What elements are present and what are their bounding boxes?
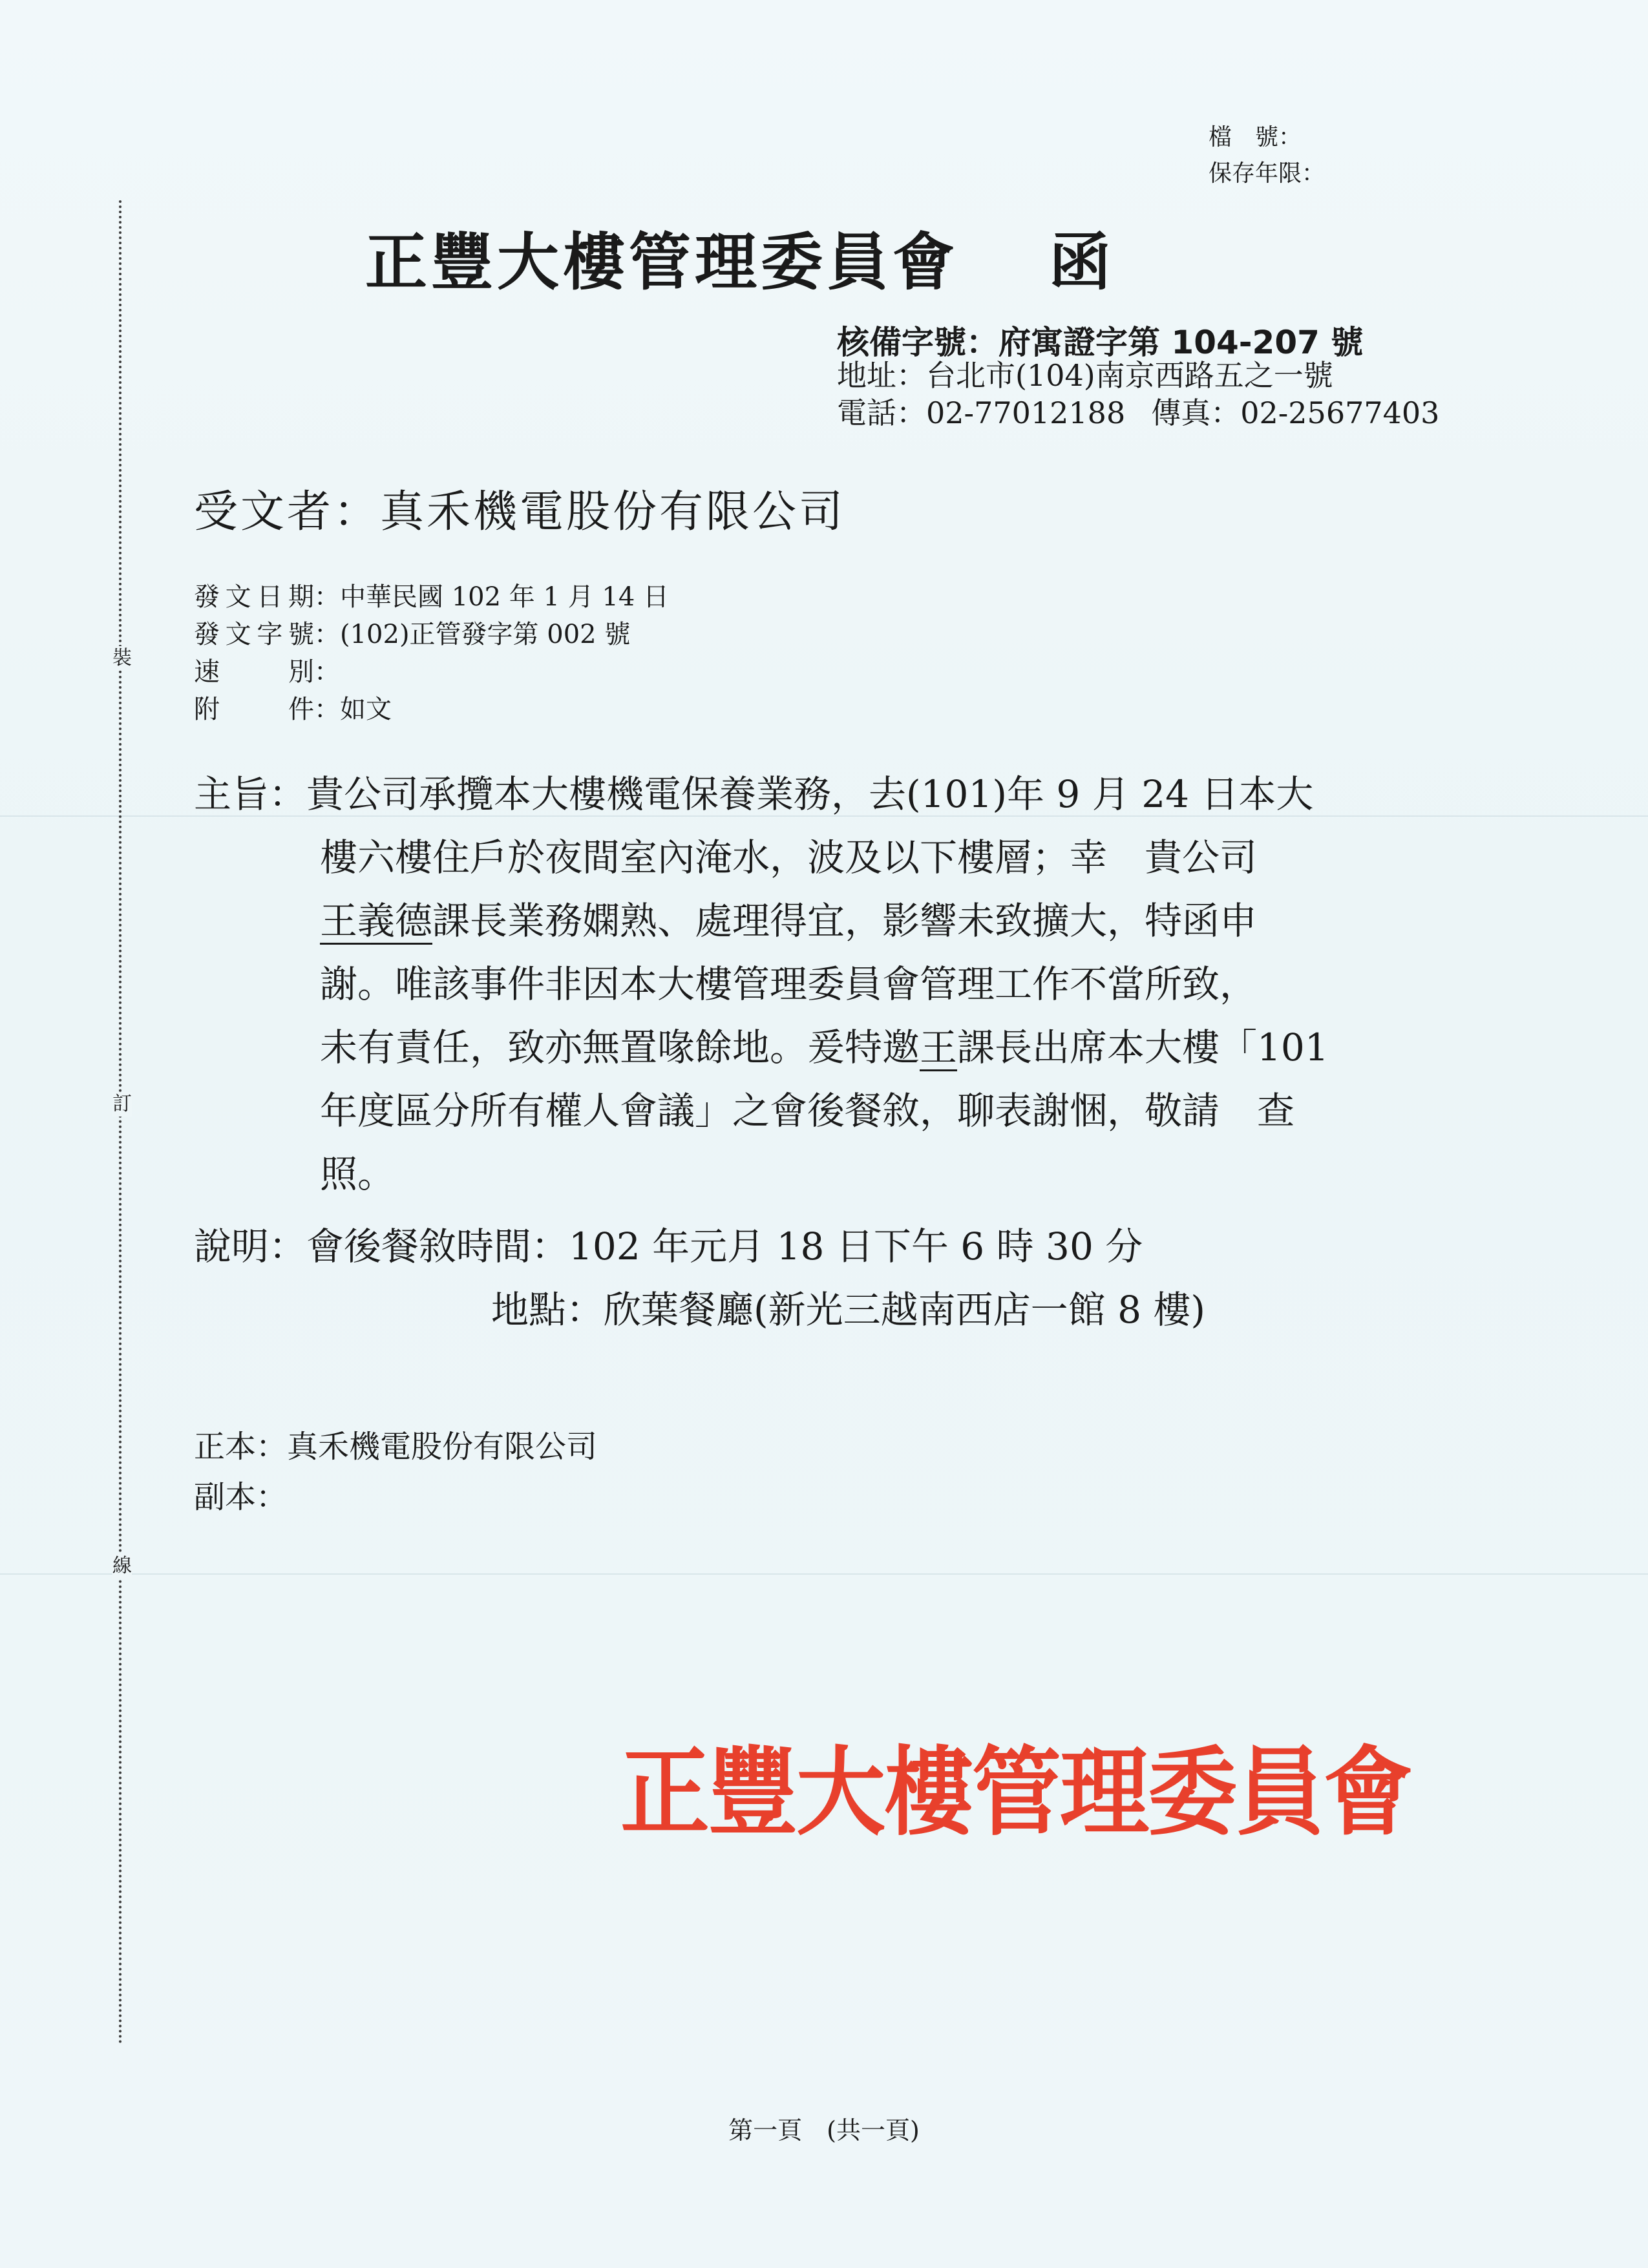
contact-block: [837, 357, 1439, 432]
issue-date-label: 發文日期: [194, 582, 314, 612]
dinner-time: 會後餐敘時間：102 年元月 18 日下午 6 時 30 分: [306, 1224, 1143, 1268]
attachment-label: 附件: [194, 695, 314, 724]
org-name: 正豐大樓管理委員會: [365, 226, 958, 299]
subject-line-3: 王義德課長業務嫻熟、處理得宜，影響未致擴大，特函申: [194, 889, 1329, 952]
doc-kind: 函: [1049, 226, 1115, 299]
recipient: 受文者：真禾機電股份有限公司: [194, 487, 846, 538]
subject-section: [194, 762, 1329, 1206]
explanation-time-line: [194, 1215, 1205, 1278]
explanation-label: 說明：: [194, 1224, 307, 1268]
attachment-row: [194, 691, 669, 728]
subject-line-5: 未有責任，致亦無置喙餘地。爰特邀王課長出席本大樓「101: [194, 1016, 1329, 1079]
binding-mark-zhuang: 裝: [112, 647, 132, 669]
reference-label: 發文字號: [194, 620, 314, 649]
page-number: 第一頁 (共一頁): [728, 2116, 920, 2145]
subject-line-6: 年度區分所有權人會議」之會後餐敘，聊表謝悃，敬請 查: [320, 1089, 1295, 1133]
speed-row: [194, 653, 669, 691]
file-info: [1209, 120, 1325, 192]
fax: 傳真：02-25677403: [1151, 395, 1440, 430]
file-number-label: 檔 號：: [1209, 124, 1302, 151]
binding-mark-ding: 訂: [112, 1093, 132, 1115]
registration-number: 核備字號：府寓證字第 104-207 號: [837, 324, 1364, 361]
duplicate-copy: 副本：: [194, 1479, 288, 1515]
issue-date-row: [194, 578, 669, 616]
fold-crease: [0, 1573, 1648, 1575]
reference-row: [194, 616, 669, 653]
subject-label: 主旨：: [194, 772, 307, 816]
subject-line-2: 樓六樓住戶於夜間室內淹水，波及以下樓層；幸 貴公司: [320, 835, 1258, 879]
subject-line-1: 主旨：貴公司承攬本大樓機電保養業務，去(101)年 9 月 24 日本大: [194, 772, 1314, 816]
speed-value: ：: [314, 657, 340, 687]
person-name: 王義德: [320, 899, 432, 945]
binding-mark-xian: 線: [112, 1555, 132, 1577]
address: 地址：台北市(104)南京西路五之一號: [837, 358, 1333, 393]
original-copy: 正本：真禾機電股份有限公司: [194, 1429, 598, 1465]
attachment-value: ：如文: [314, 695, 392, 724]
dinner-location: 地點：欣葉餐廳(新光三越南西店一館 8 樓): [491, 1288, 1206, 1332]
binding-dotted-line: [119, 200, 121, 2045]
red-seal-stamp: 正豐大樓管理委員會: [620, 1735, 1412, 1849]
copies-section: [194, 1422, 597, 1522]
retention-label: 保存年限：: [1209, 160, 1326, 187]
document-title: [365, 213, 1115, 302]
reference-value: ：(102)正管發字第 002 號: [314, 620, 631, 649]
subject-line-4: 謝。唯該事件非因本大樓管理委員會管理工作不當所致，: [320, 962, 1258, 1006]
issue-date-value: ：中華民國 102 年 1 月 14 日: [314, 582, 669, 612]
person-surname: 王: [920, 1025, 957, 1071]
phone: 電話：02-77012188: [837, 395, 1126, 430]
document-meta: [194, 578, 669, 728]
explanation-section: [194, 1215, 1205, 1341]
subject-line-7: 照。: [320, 1152, 396, 1196]
speed-label: 速別: [194, 657, 314, 687]
